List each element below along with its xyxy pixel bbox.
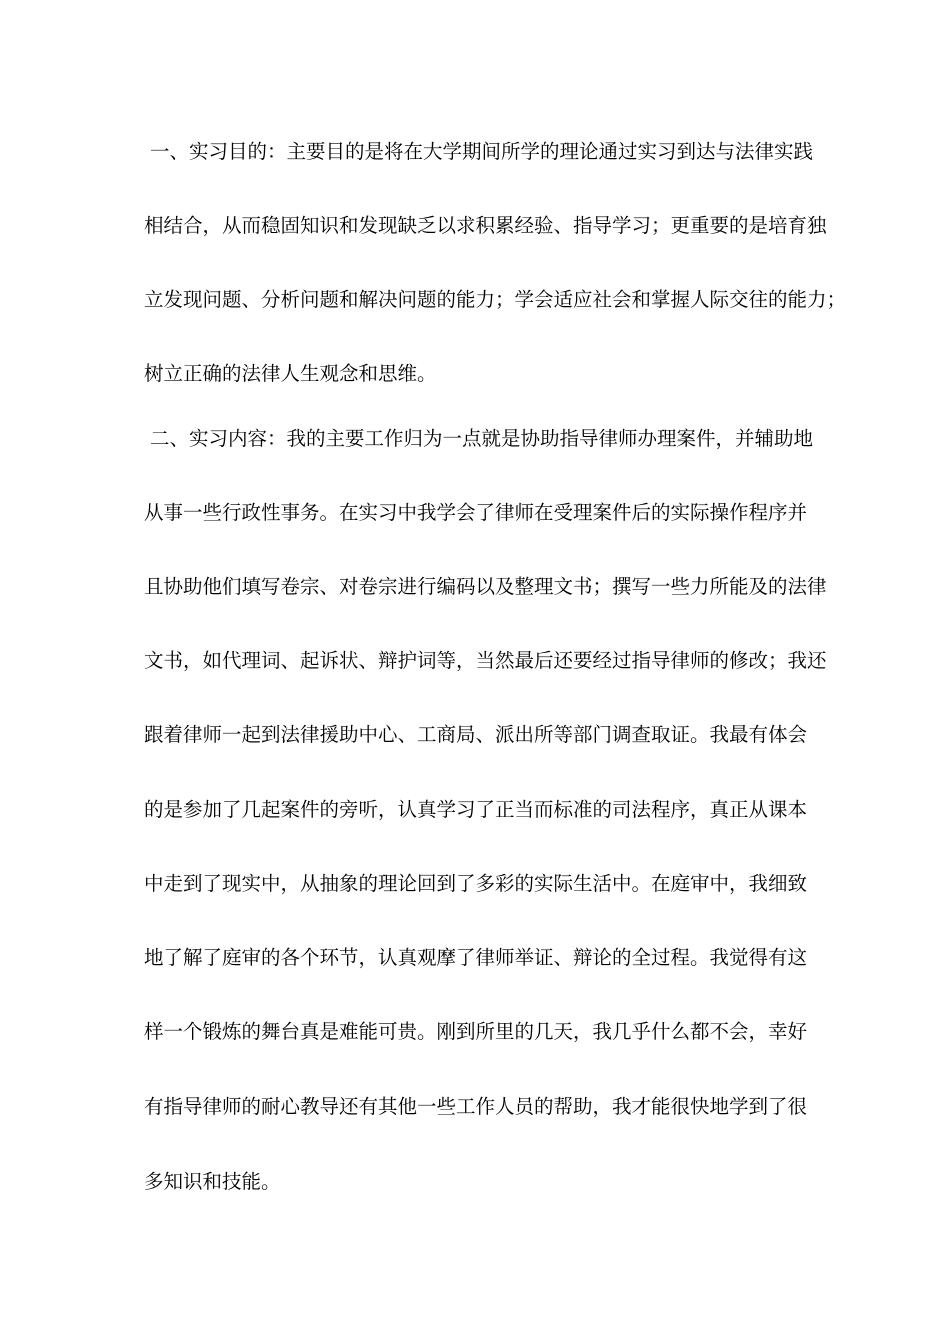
paragraph-2-line-10: 有指导律师的耐心教导还有其他一些工作人员的帮助，我才能很快地学到了很 (144, 1095, 808, 1118)
paragraph-1-line-1: 一、实习目的：主要目的是将在大学期间所学的理论通过实习到达与法律实践 (150, 140, 814, 163)
paragraph-2-line-6: 的是参加了几起案件的旁听，认真学习了正当而标准的司法程序，真正从课本 (144, 798, 808, 821)
paragraph-2-line-11: 多知识和技能。 (144, 1170, 281, 1193)
paragraph-1-line-4: 树立正确的法律人生观念和思维。 (144, 362, 437, 385)
paragraph-2-line-7: 中走到了现实中，从抽象的理论回到了多彩的实际生活中。在庭审中，我细致 (144, 872, 808, 895)
paragraph-2-line-3: 且协助他们填写卷宗、对卷宗进行编码以及整理文书；撰写一些力所能及的法律 (144, 575, 827, 598)
paragraph-2-line-5: 跟着律师一起到法律援助中心、工商局、派出所等部门调查取证。我最有体会 (144, 723, 808, 746)
paragraph-2-line-9: 样一个锻炼的舞台真是难能可贵。刚到所里的几天，我几乎什么都不会，幸好 (144, 1020, 808, 1043)
paragraph-1-line-3: 立发现问题、分析问题和解决问题的能力；学会适应社会和掌握人际交往的能力； (144, 288, 847, 311)
paragraph-1-line-2: 相结合，从而稳固知识和发现缺乏以求积累经验、指导学习；更重要的是培育独 (144, 214, 827, 237)
paragraph-2-line-4: 文书，如代理词、起诉状、辩护词等，当然最后还要经过指导律师的修改；我还 (144, 649, 827, 672)
paragraph-2-line-8: 地了解了庭审的各个环节，认真观摩了律师举证、辩论的全过程。我觉得有这 (144, 946, 808, 969)
paragraph-2-line-1: 二、实习内容：我的主要工作归为一点就是协助指导律师办理案件，并辅助地 (150, 427, 814, 450)
paragraph-2-line-2: 从事一些行政性事务。在实习中我学会了律师在受理案件后的实际操作程序并 (144, 501, 808, 524)
